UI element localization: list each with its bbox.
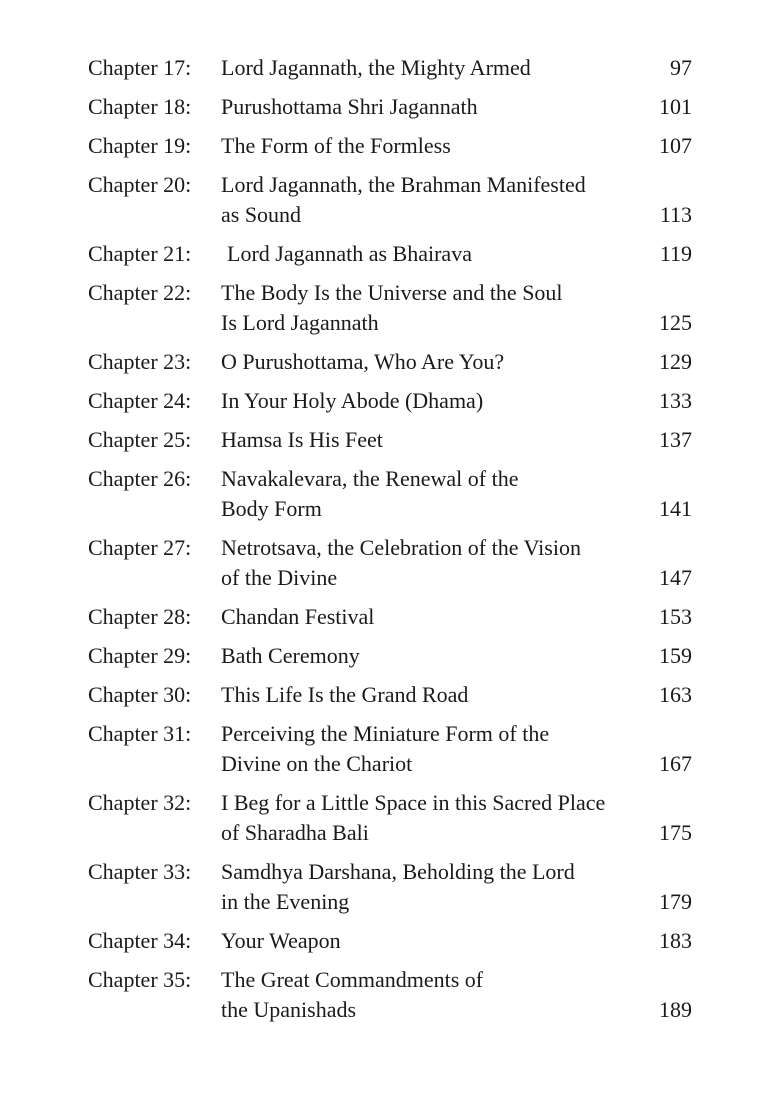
- chapter-number: Chapter 34:: [88, 928, 192, 953]
- chapter-title-line: Bath Ceremony: [221, 643, 360, 668]
- page-number: 129: [659, 349, 692, 374]
- chapter-title-line: Hamsa Is His Feet: [221, 427, 383, 452]
- chapter-number: Chapter 24:: [88, 388, 192, 413]
- chapter-title-line: Chandan Festival: [221, 604, 375, 629]
- toc-entry: [88, 53, 692, 83]
- chapter-title-line: Is Lord Jagannath: [221, 310, 379, 335]
- chapter-title-line: the Upanishads: [221, 997, 357, 1022]
- toc-entry: [88, 533, 692, 593]
- chapter-title-line: I Beg for a Little Space in this Sacred Place: [221, 790, 606, 815]
- chapter-title: [221, 92, 622, 122]
- chapter-title-line: of the Divine: [221, 565, 338, 590]
- chapter-number: Chapter 23:: [88, 349, 192, 374]
- page-number: 97: [670, 55, 692, 80]
- toc-entry: [88, 170, 692, 230]
- chapter-number: Chapter 17:: [88, 55, 192, 80]
- page-number: 141: [659, 496, 692, 521]
- page-number: 179: [659, 889, 692, 914]
- chapter-title: [221, 53, 622, 83]
- page-number: 125: [659, 310, 692, 335]
- page-number: 163: [659, 682, 692, 707]
- chapter-title-line: In Your Holy Abode (Dhama): [221, 388, 484, 413]
- chapter-title-line: Netrotsava, the Celebration of the Vision: [221, 535, 581, 560]
- chapter-number: Chapter 29:: [88, 643, 192, 668]
- page-number: 189: [659, 997, 692, 1022]
- toc-entry: [88, 680, 692, 710]
- page-number: 153: [659, 604, 692, 629]
- chapter-title: [221, 464, 622, 524]
- chapter-title: [221, 965, 622, 1025]
- toc-entry: [88, 92, 692, 122]
- chapter-title-line: Divine on the Chariot: [221, 751, 413, 776]
- chapter-title: [221, 170, 622, 230]
- chapter-title-line: The Form of the Formless: [221, 133, 451, 158]
- chapter-title: [221, 347, 622, 377]
- toc-entry: [88, 857, 692, 917]
- toc-entry: [88, 131, 692, 161]
- chapter-number: Chapter 28:: [88, 604, 192, 629]
- toc-entry: [88, 425, 692, 455]
- page-number: 147: [659, 565, 692, 590]
- chapter-title-line: This Life Is the Grand Road: [221, 682, 469, 707]
- page-number: 175: [659, 820, 692, 845]
- toc-entry: [88, 239, 692, 269]
- chapter-title-line: O Purushottama, Who Are You?: [221, 349, 505, 374]
- chapter-title: [221, 239, 622, 269]
- chapter-number: Chapter 31:: [88, 721, 192, 746]
- toc-entry: [88, 788, 692, 848]
- chapter-title: [221, 926, 622, 956]
- chapter-number: Chapter 35:: [88, 967, 192, 992]
- page-number: 167: [659, 751, 692, 776]
- page-number: 133: [659, 388, 692, 413]
- chapter-number: Chapter 18:: [88, 94, 192, 119]
- page-number: 137: [659, 427, 692, 452]
- chapter-title: [221, 131, 622, 161]
- page-number: 159: [659, 643, 692, 668]
- chapter-title-line: of Sharadha Bali: [221, 820, 369, 845]
- chapter-title-line: Purushottama Shri Jagannath: [221, 94, 478, 119]
- chapter-title-line: Body Form: [221, 496, 322, 521]
- page-number: 183: [659, 928, 692, 953]
- toc-entry: [88, 641, 692, 671]
- page-number: 119: [659, 241, 692, 266]
- chapter-title-line: Samdhya Darshana, Beholding the Lord: [221, 859, 575, 884]
- toc-entry: [88, 386, 692, 416]
- chapter-title: [221, 857, 622, 917]
- page-number: 107: [659, 133, 692, 158]
- chapter-number: Chapter 25:: [88, 427, 192, 452]
- chapter-title-line: Your Weapon: [221, 928, 341, 953]
- toc-entry: [88, 464, 692, 524]
- chapter-title-line: Navakalevara, the Renewal of the: [221, 466, 519, 491]
- table-of-contents: [88, 53, 692, 1034]
- chapter-title-line: Lord Jagannath, the Brahman Manifested: [221, 172, 586, 197]
- chapter-number: Chapter 26:: [88, 466, 192, 491]
- toc-entry: [88, 602, 692, 632]
- chapter-number: Chapter 27:: [88, 535, 192, 560]
- toc-entry: [88, 719, 692, 779]
- chapter-title: [221, 788, 622, 848]
- chapter-title: [221, 386, 622, 416]
- chapter-number: Chapter 22:: [88, 280, 192, 305]
- chapter-title: [221, 533, 622, 593]
- toc-entry: [88, 278, 692, 338]
- chapter-title: [221, 680, 622, 710]
- chapter-number: Chapter 30:: [88, 682, 192, 707]
- chapter-title: [221, 641, 622, 671]
- chapter-title-line: Lord Jagannath, the Mighty Armed: [221, 55, 531, 80]
- chapter-number: Chapter 32:: [88, 790, 192, 815]
- chapter-title-line: as Sound: [221, 202, 302, 227]
- chapter-number: Chapter 19:: [88, 133, 192, 158]
- chapter-title: [221, 278, 622, 338]
- toc-entry: [88, 926, 692, 956]
- chapter-title-line: The Great Commandments of: [221, 967, 484, 992]
- chapter-title-line: in the Evening: [221, 889, 350, 914]
- chapter-title-line: Lord Jagannath as Bhairava: [227, 241, 472, 266]
- chapter-number: Chapter 20:: [88, 172, 192, 197]
- chapter-title: [221, 425, 622, 455]
- chapter-number: Chapter 33:: [88, 859, 192, 884]
- chapter-number: Chapter 21:: [88, 241, 192, 266]
- chapter-title: [221, 602, 622, 632]
- toc-entry: [88, 965, 692, 1025]
- chapter-title: [221, 719, 622, 779]
- chapter-title-line: Perceiving the Miniature Form of the: [221, 721, 550, 746]
- toc-entry: [88, 347, 692, 377]
- page-number: 113: [659, 202, 692, 227]
- chapter-title-line: The Body Is the Universe and the Soul: [221, 280, 563, 305]
- page-number: 101: [659, 94, 692, 119]
